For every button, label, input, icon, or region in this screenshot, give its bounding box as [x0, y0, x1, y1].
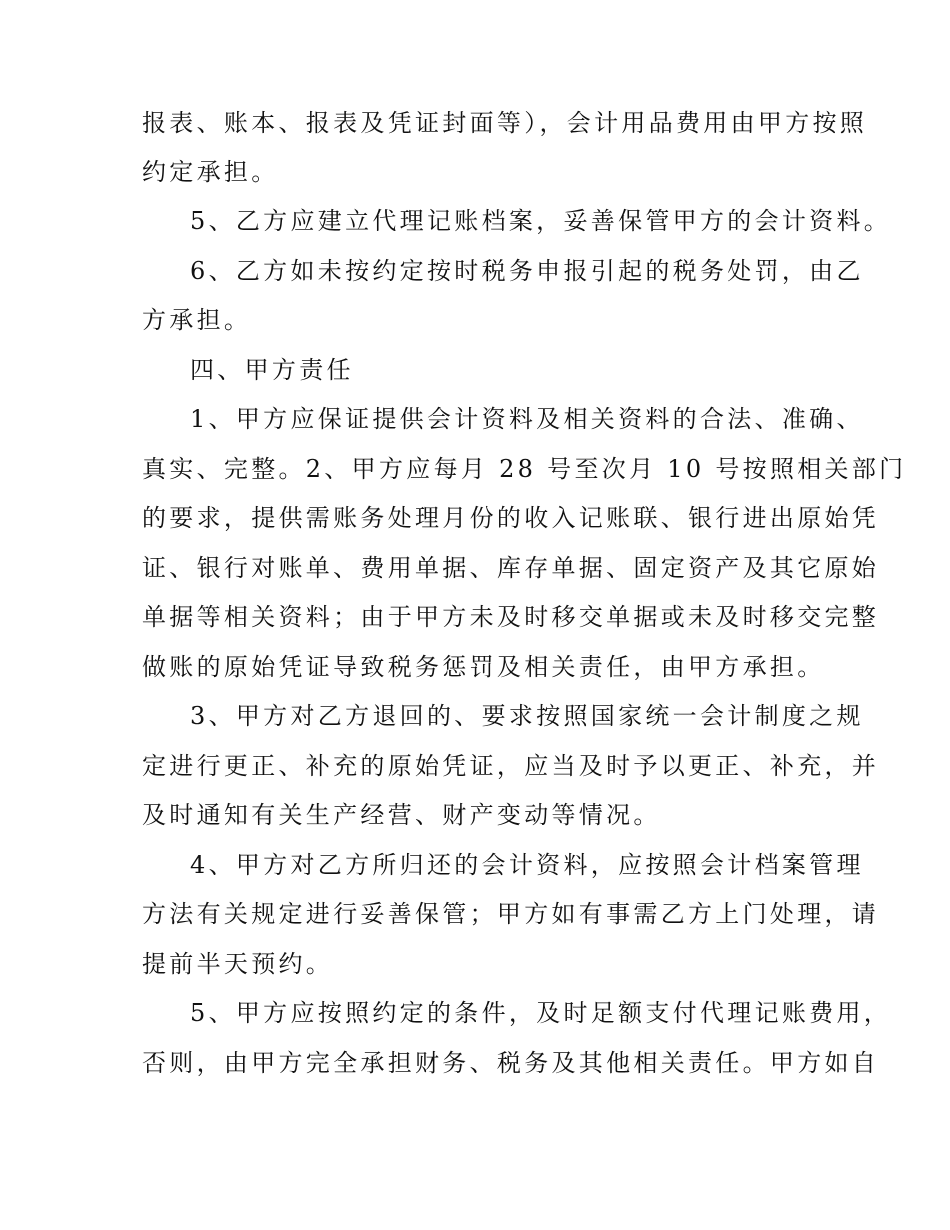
text-line: 证、银行对账单、费用单据、库存单据、固定资产及其它原始: [142, 554, 880, 582]
text-line: 报表、账本、报表及凭证封面等），会计用品费用由甲方按照: [142, 109, 868, 137]
text-line: 方法有关规定进行妥善保管；甲方如有事需乙方上门处理，请: [142, 900, 880, 928]
text-line: 4、甲方对乙方所归还的会计资料，应按照会计档案管理: [190, 851, 864, 879]
text-line: 3、甲方对乙方退回的、要求按照国家统一会计制度之规: [190, 702, 864, 730]
text-line: 做账的原始凭证导致税务惩罚及相关责任，由甲方承担。: [142, 653, 825, 681]
text-line: 单据等相关资料；由于甲方未及时移交单据或未及时移交完整: [142, 603, 880, 631]
text-line: 1、甲方应保证提供会计资料及相关资料的合法、准确、: [190, 405, 864, 433]
text-line: 及时通知有关生产经营、财产变动等情况。: [142, 801, 661, 829]
text-line: 5、甲方应按照约定的条件，及时足额支付代理记账费用，: [190, 999, 892, 1027]
text-line: 定进行更正、补充的原始凭证，应当及时予以更正、补充，并: [142, 752, 880, 780]
text-line: 约定承担。: [142, 158, 279, 186]
text-line: 的要求，提供需账务处理月份的收入记账联、银行进出原始凭: [142, 504, 880, 532]
text-line: 5、乙方应建立代理记账档案，妥善保管甲方的会计资料。: [190, 207, 892, 235]
text-line: 否则，由甲方完全承担财务、税务及其他相关责任。甲方如自: [142, 1049, 880, 1077]
text-line: 真实、完整。2、甲方应每月 28 号至次月 10 号按照相关部门: [142, 455, 907, 483]
text-line: 提前半天预约。: [142, 950, 334, 978]
section-heading: 四、甲方责任: [190, 356, 354, 384]
text-line: 方承担。: [142, 306, 252, 334]
text-line: 6、乙方如未按约定按时税务申报引起的税务处罚，由乙: [190, 257, 864, 285]
